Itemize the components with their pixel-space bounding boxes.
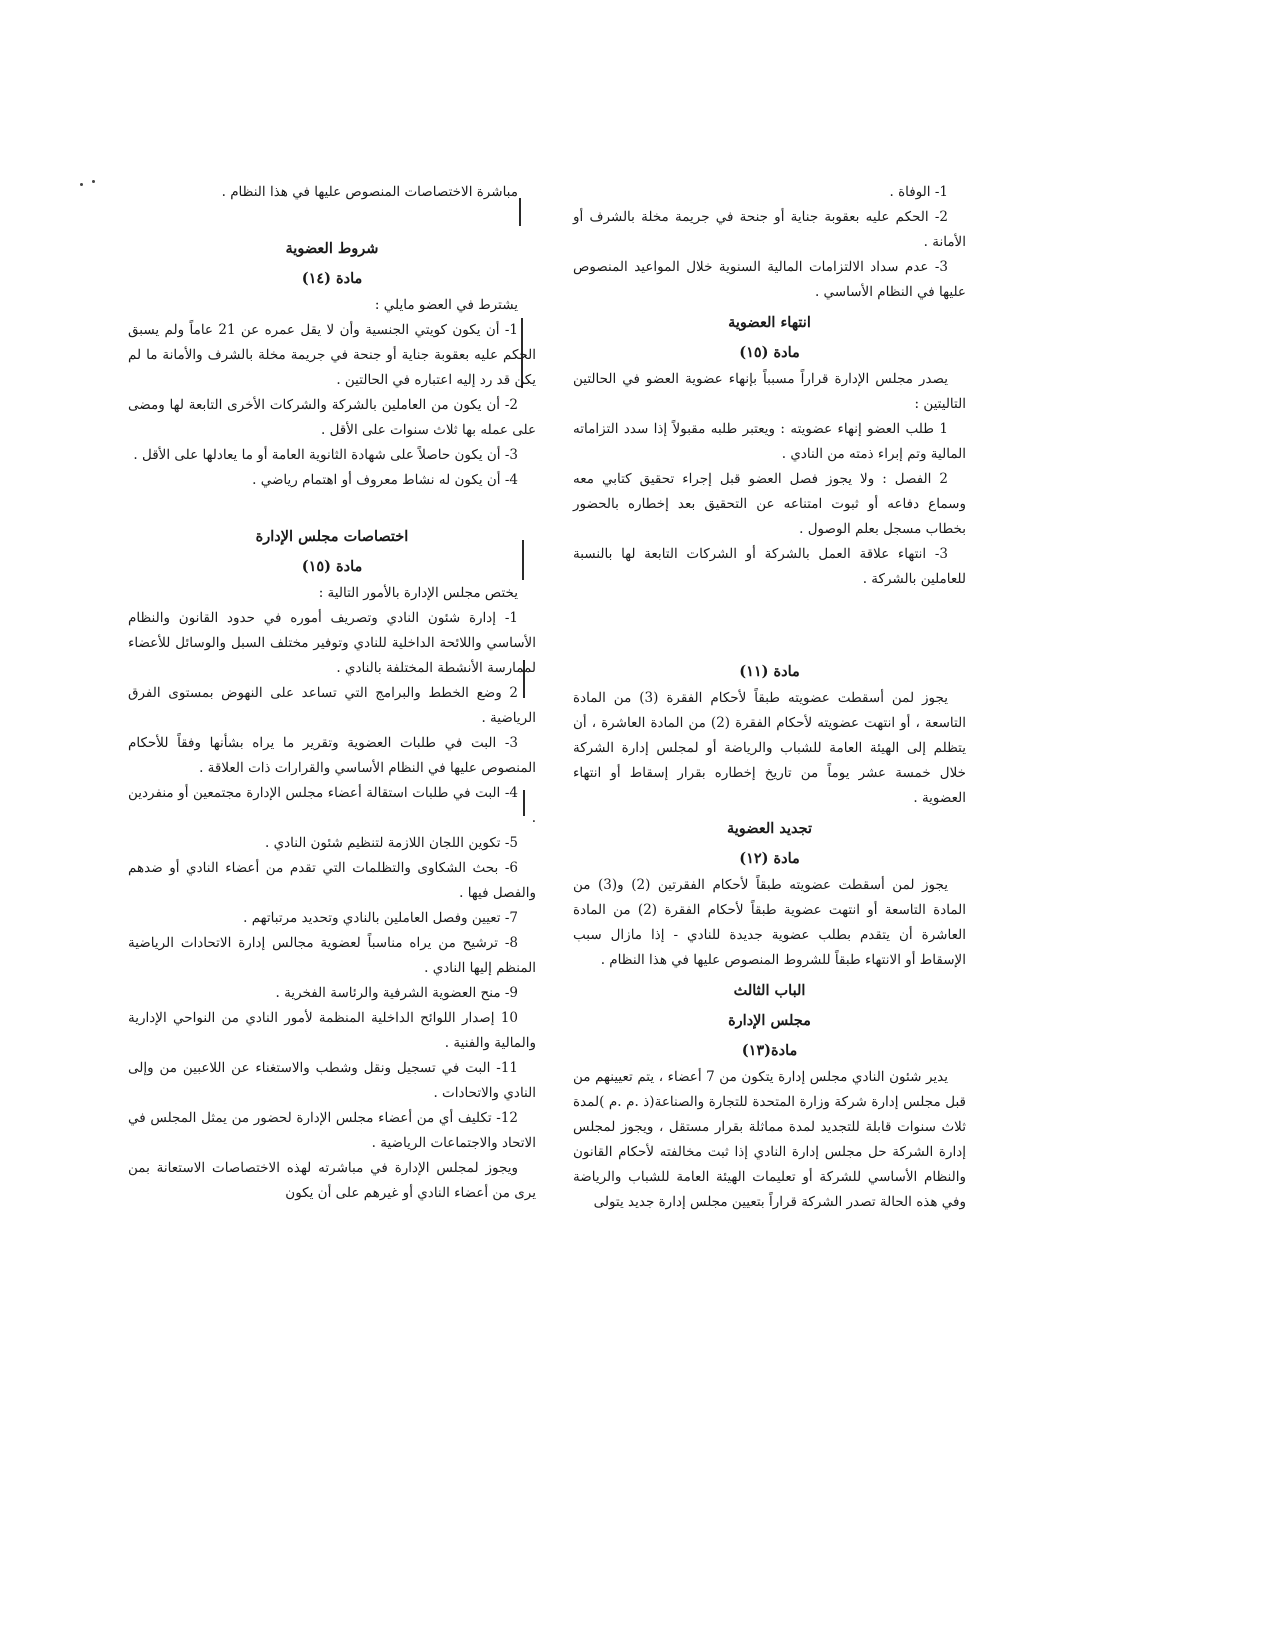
scan-speck (92, 180, 95, 183)
list-item: 3- انتهاء علاقة العمل بالشركة أو الشركات التابعة لها بالنسبة للعاملين بالشركة . (573, 546, 966, 587)
paragraph: يجوز لمن أسقطت عضويته طبقاً لأحكام الفقرتين (2) و(3) من المادة التاسعة أو انتهت عضوية طبقاً لأحكام الفقرة (2) من المادة العاشرة أن يتقدم بطلب عضوية جديدة للنادي - إذا مازال سبب الإسقاط أو الانتهاء طبقاً للشروط المنصوص عليها في هذا النظام . (573, 877, 966, 968)
paragraph: يجوز لمن أسقطت عضويته طبقاً لأحكام الفقرة (3) من المادة التاسعة ، أو انتهت عضويته لأحكام الفقرة (2) من المادة العاشرة ، أن يتظلم إلى الهيئة العامة للشباب والرياضة أو لمجلس إدارة الشركة خلال خمسة عشر يوماً من تاريخ إخطاره بقرار إسقاط أو انتهاء العضوية . (573, 690, 966, 806)
list-item: 6- بحث الشكاوى والتظلمات التي تقدم من أعضاء النادي أو ضدهم والفصل فيها . (128, 860, 536, 901)
article-number: مادة (١٥) (301, 558, 363, 575)
list-item: 10 إصدار اللوائح الداخلية المنظمة لأمور النادي من النواحي الإدارية والمالية والفنية . (128, 1010, 536, 1051)
list-item: 4- أن يكون له نشاط معروف أو اهتمام رياضي . (252, 472, 518, 488)
article-number: مادة (١١) (739, 663, 800, 680)
article-number: مادة (١٤) (301, 270, 363, 287)
list-item: 4- البت في طلبات استقالة أعضاء مجلس الإدارة مجتمعين أو منفردين . (128, 785, 536, 826)
section-title: اختصاصات مجلس الإدارة (255, 528, 409, 545)
paragraph: يختص مجلس الإدارة بالأمور التالية : (318, 585, 518, 601)
paragraph: يصدر مجلس الإدارة قراراً مسبباً بإنهاء عضوية العضو في الحالتين التاليتين : (573, 371, 966, 412)
left-column (128, 180, 536, 1206)
list-item: 11- البت في تسجيل ونقل وشطب والاستغناء عن اللاعبين من وإلى النادي والاتحادات . (128, 1060, 536, 1101)
article-number: مادة(١٣) (741, 1042, 798, 1059)
article-number: مادة (١٢) (739, 850, 800, 867)
right-column (573, 180, 966, 1215)
list-item: 12- تكليف أي من أعضاء مجلس الإدارة لحضور من يمثل المجلس في الاتحاد والاجتماعات الرياضية . (128, 1110, 536, 1151)
list-item: 1- الوفاة . (889, 184, 948, 200)
chapter-title: الباب الثالث (733, 982, 806, 999)
section-title: شروط العضوية (285, 240, 379, 257)
section-title: انتهاء العضوية (728, 314, 811, 331)
paragraph: مباشرة الاختصاصات المنصوص عليها في هذا النظام . (221, 184, 518, 200)
list-item: 3- أن يكون حاصلاً على شهادة الثانوية العامة أو ما يعادلها على الأقل . (133, 447, 518, 463)
section-title: تجديد العضوية (726, 820, 813, 837)
list-item: 1 طلب العضو إنهاء عضويته : ويعتبر طلبه مقبولاً إذا سدد التزاماته المالية وتم إبراء ذمته من النادي . (573, 421, 966, 462)
list-item: 3- البت في طلبات العضوية وتقرير ما يراه بشأنها وفقاً للأحكام المنصوص عليها في النظام الأساسي والقرارات ذات العلاقة . (128, 735, 536, 776)
list-item: 2- أن يكون من العاملين بالشركة والشركات الأخرى التابعة لها ومضى على عمله بها ثلاث سنوات على الأقل . (128, 397, 536, 438)
list-item: 8- ترشيح من يراه مناسباً لعضوية مجالس إدارة الاتحادات الرياضية المنظم إليها النادي . (128, 935, 536, 976)
paragraph: يدير شئون النادي مجلس إدارة يتكون من 7 أعضاء ، يتم تعيينهم من قبل مجلس إدارة شركة وزارة المتحدة للتجارة والصناعة(ذ .م .م )لمدة ثلاث سنوات قابلة للتجديد لمدة مماثلة بقرار مستقل ، ويجوز لمجلس إدارة الشركة حل مجلس إدارة النادي إذا ثبت مخالفته لأحكام القانون والنظام الأساسي للشركة أو تعليمات الهيئة العامة للشباب والرياضة وفي هذه الحالة تصدر الشركة قراراً بتعيين مجلس إدارة جديد يتولى (573, 1069, 966, 1210)
list-item: 9- منح العضوية الشرفية والرئاسة الفخرية . (275, 985, 518, 1001)
list-item: 3- عدم سداد الالتزامات المالية السنوية خلال المواعيد المنصوص عليها في النظام الأساسي . (573, 259, 966, 300)
list-item: 1- إدارة شئون النادي وتصريف أموره في حدود القانون والنظام الأساسي واللائحة الداخلية للنادي وتوفير مختلف السبل والوسائل للأعضاء لممارسة الأنشطة المختلفة بالنادي . (128, 610, 536, 676)
list-item: 7- تعيين وفصل العاملين بالنادي وتحديد مرتباتهم . (243, 910, 518, 926)
paragraph: يشترط في العضو مايلي : (374, 297, 518, 313)
paragraph: ويجوز لمجلس الإدارة في مباشرته لهذه الاختصاصات الاستعانة بمن يرى من أعضاء النادي أو غيرهم على أن يكون (128, 1160, 536, 1201)
section-title: مجلس الإدارة (728, 1012, 811, 1029)
list-item: 2- الحكم عليه بعقوبة جناية أو جنحة في جريمة مخلة بالشرف أو الأمانة . (573, 209, 966, 250)
list-item: 2 الفصل : ولا يجوز فصل العضو قبل إجراء تحقيق كتابي معه وسماع دفاعه أو ثبوت امتناعه عن التحقيق بعد إخطاره بالحضور بخطاب مسجل بعلم الوصول . (573, 471, 966, 537)
scan-speck (80, 183, 83, 186)
list-item: 5- تكوين اللجان اللازمة لتنظيم شئون النادي . (265, 835, 518, 851)
list-item: 2 وضع الخطط والبرامج التي تساعد على النهوض بمستوى الفرق الرياضية . (128, 685, 536, 726)
article-number: مادة (١٥) (739, 344, 800, 361)
list-item: 1- أن يكون كويتي الجنسية وأن لا يقل عمره عن 21 عاماً ولم يسبق الحكم عليه بعقوبة جناية أو جنحة في جريمة مخلة بالشرف والأمانة ما لم يكن قد رد إليه اعتباره في الحالتين . (128, 322, 536, 388)
